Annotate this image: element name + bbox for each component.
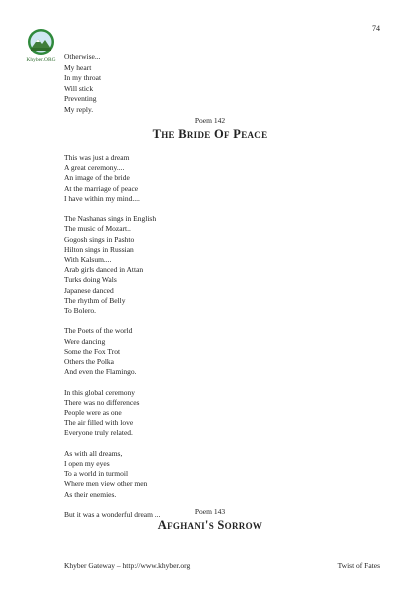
poem-line: The music of Mozart.. <box>64 224 131 234</box>
intro-line: My reply. <box>64 104 94 114</box>
poem-line: In this global ceremony <box>64 387 136 397</box>
poem-143-label: Poem 143 <box>194 507 226 516</box>
intro-line: In my throat <box>64 73 102 82</box>
poem-line: Where men view other men <box>64 479 148 489</box>
poem-line: I open my eyes <box>64 459 110 469</box>
poem-143-title: Afghani's Sorrow <box>157 518 263 532</box>
footer-site: Khyber Gateway – http://www.khyber.org <box>64 561 191 570</box>
poem-line: Japanese danced <box>64 285 114 295</box>
poem-line: Turks doing Wals <box>64 275 117 285</box>
intro-line: Preventing <box>64 94 97 103</box>
intro-line: Otherwise... <box>64 52 101 61</box>
mountain-icon <box>27 28 55 56</box>
poem-line: I have within my mind.... <box>64 193 140 203</box>
poem-line: People were as one <box>64 408 122 418</box>
poem-line: And even the Flamingo. <box>64 367 137 377</box>
poem-line: At the marriage of peace <box>64 183 139 193</box>
poem-line: Were dancing <box>64 336 106 346</box>
khyber-logo <box>24 28 58 63</box>
stanza <box>64 449 160 500</box>
poem-142-body <box>64 153 160 530</box>
stanza <box>64 214 160 316</box>
poem-line: An image of the bride <box>64 173 130 183</box>
poem-line: To a world in turmoil <box>64 469 129 479</box>
poem-142-title: The Bride Of Peace <box>152 127 268 141</box>
logo-text: Khyber.ORG <box>26 57 56 63</box>
intro-line: My heart <box>64 62 92 72</box>
poem-line: As with all dreams, <box>64 448 123 458</box>
poem-line: To Bolero. <box>64 306 96 316</box>
page-number: 74 <box>372 24 380 33</box>
footer-book-title: Twist of Fates <box>337 561 380 570</box>
poem-line: The air filled with love <box>64 418 134 428</box>
poem-line: The Poets of the world <box>64 326 133 336</box>
poem-line: A great ceremony.... <box>64 163 125 173</box>
poem-line: The Nashanas sings in English <box>64 214 157 224</box>
poem-line: But it was a wonderful dream ... <box>64 510 161 520</box>
poem-line: Hilton sings in Russian <box>64 244 134 254</box>
intro-lines <box>64 52 101 115</box>
page-footer <box>64 561 380 570</box>
poem-line: With Kalsum.... <box>64 255 112 265</box>
poem-line: The rhythm of Belly <box>64 295 126 305</box>
poem-line: This was just a dream <box>64 153 130 162</box>
stanza <box>64 326 160 377</box>
poem-line: Everyone truly related. <box>64 428 133 438</box>
poem-line: Some the Fox Trot <box>64 346 121 356</box>
poem-142-label: Poem 142 <box>194 116 226 125</box>
stanza <box>64 153 160 204</box>
intro-line: Will stick <box>64 83 94 93</box>
stanza <box>64 388 160 439</box>
poem-line: There was no differences <box>64 397 140 407</box>
poem-line: Gogosh sings in Pashto <box>64 234 135 244</box>
poem-line: As their enemies. <box>64 489 117 499</box>
poem-line: Others the Polka <box>64 357 114 367</box>
poem-line: Arab girls danced in Attan <box>64 265 144 275</box>
